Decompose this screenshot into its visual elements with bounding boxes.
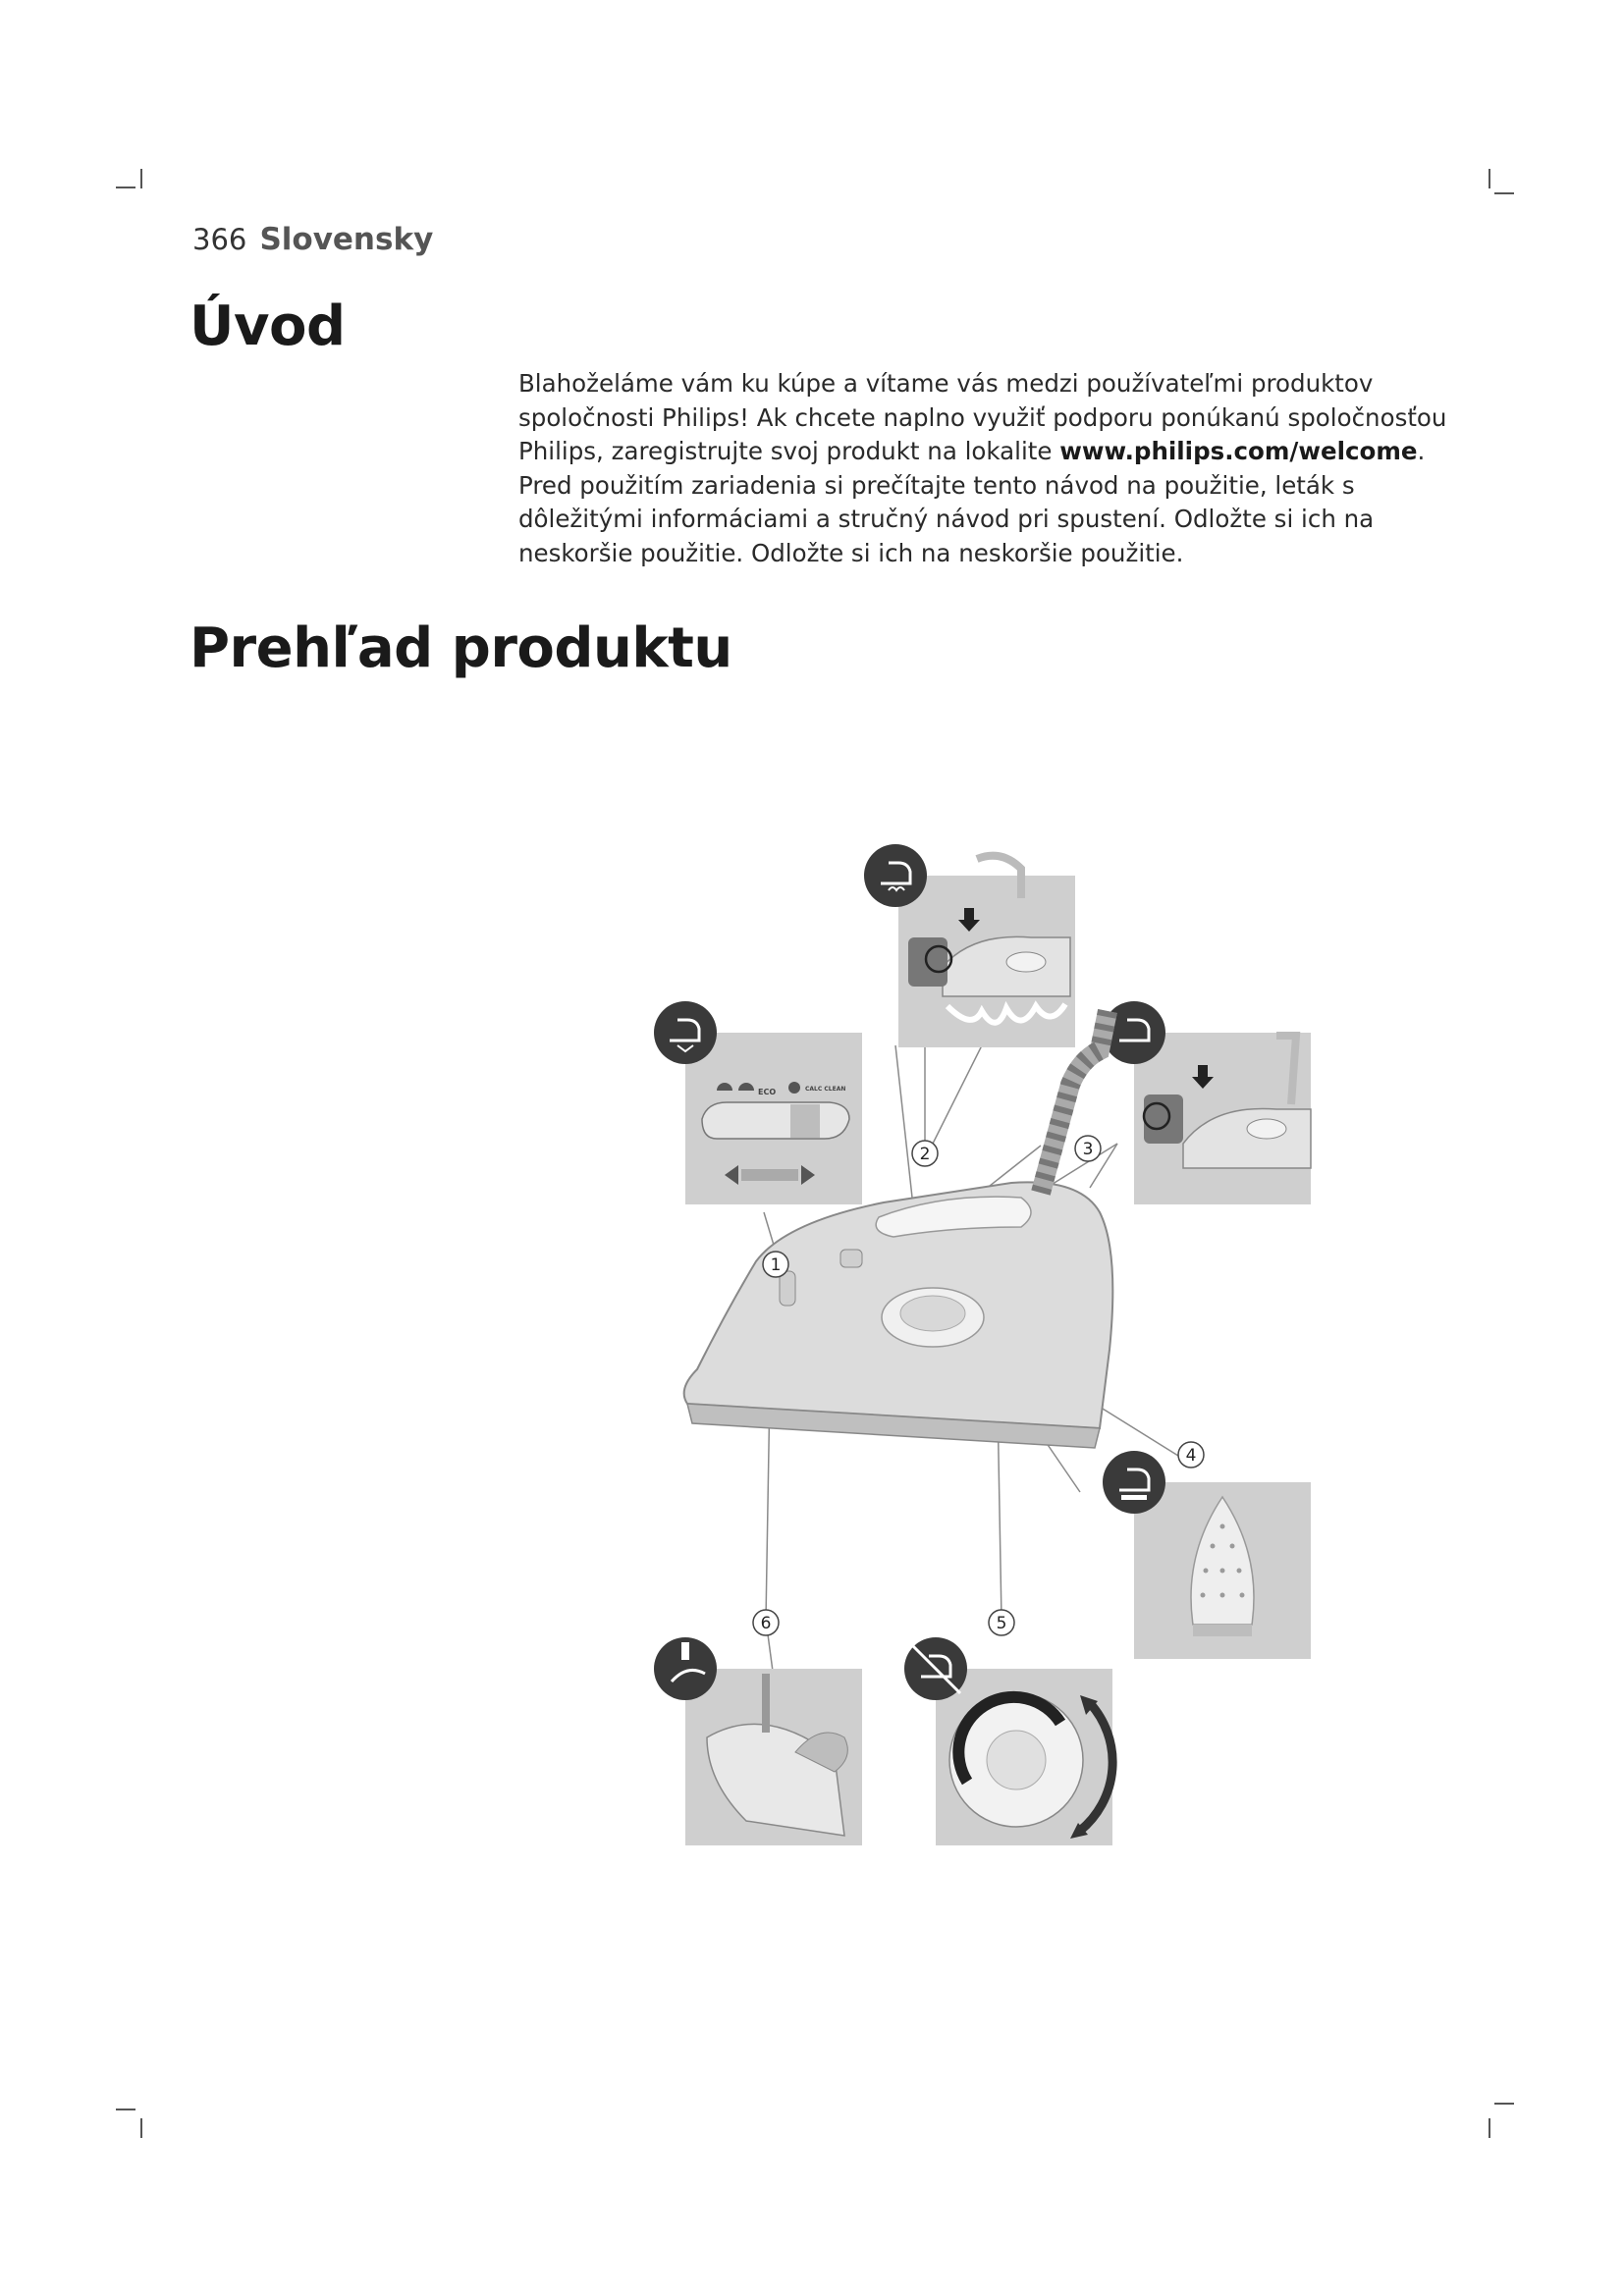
- crop-mark: [140, 2118, 142, 2138]
- crop-mark: [140, 169, 142, 188]
- intro-paragraph: [518, 367, 1461, 570]
- crop-mark: [116, 187, 135, 188]
- crop-mark: [1494, 192, 1514, 194]
- panel-soleplate: [1103, 1451, 1311, 1659]
- callout-6: 6: [760, 1614, 772, 1633]
- crop-mark: [116, 2109, 135, 2110]
- callout-4: 4: [1185, 1446, 1197, 1466]
- panel-steam-boost: [864, 844, 1075, 1047]
- crop-mark: [1489, 2118, 1490, 2138]
- panel-steam-selector: [654, 1001, 862, 1204]
- section-title-intro: Úvod: [189, 294, 346, 358]
- page-header: [192, 222, 433, 257]
- language-label: Slovensky: [259, 222, 434, 257]
- callout-1: 1: [770, 1255, 782, 1275]
- panel-temperature-dial: [904, 1637, 1112, 1845]
- crop-mark: [1489, 169, 1490, 188]
- callout-3: 3: [1082, 1140, 1094, 1159]
- panel-spray: [1101, 1001, 1311, 1204]
- page-number: 366: [192, 223, 247, 256]
- welcome-link[interactable]: www.philips.com/welcome: [1059, 437, 1418, 465]
- callout-2: 2: [919, 1145, 931, 1164]
- product-overview-figure: [648, 839, 1335, 1865]
- panel-fill-water: [654, 1637, 862, 1845]
- crop-mark: [1494, 2103, 1514, 2105]
- intro-text-end: . Pred použitím zariadenia si prečítajte tento návod na použitie, leták s dôležitými informáciami a stručný návod pri spustení. Odložte si ich na neskoršie použitie. Odložte si ich na neskoršie použitie.: [518, 437, 1426, 567]
- section-title-overview: Prehľad produktu: [189, 616, 732, 680]
- callout-5: 5: [996, 1614, 1007, 1633]
- eco-label: ECO: [758, 1088, 777, 1096]
- intro-text: Blahoželáme vám ku kúpe a vítame vás medzi používateľmi produktov spoločnosti Philips! Ak chcete naplno využiť podporu ponúkanú spoločnosťou Philips, zaregistrujte svoj produkt na lokalite: [518, 369, 1447, 465]
- calc-clean-label: CALC CLEAN: [805, 1086, 846, 1093]
